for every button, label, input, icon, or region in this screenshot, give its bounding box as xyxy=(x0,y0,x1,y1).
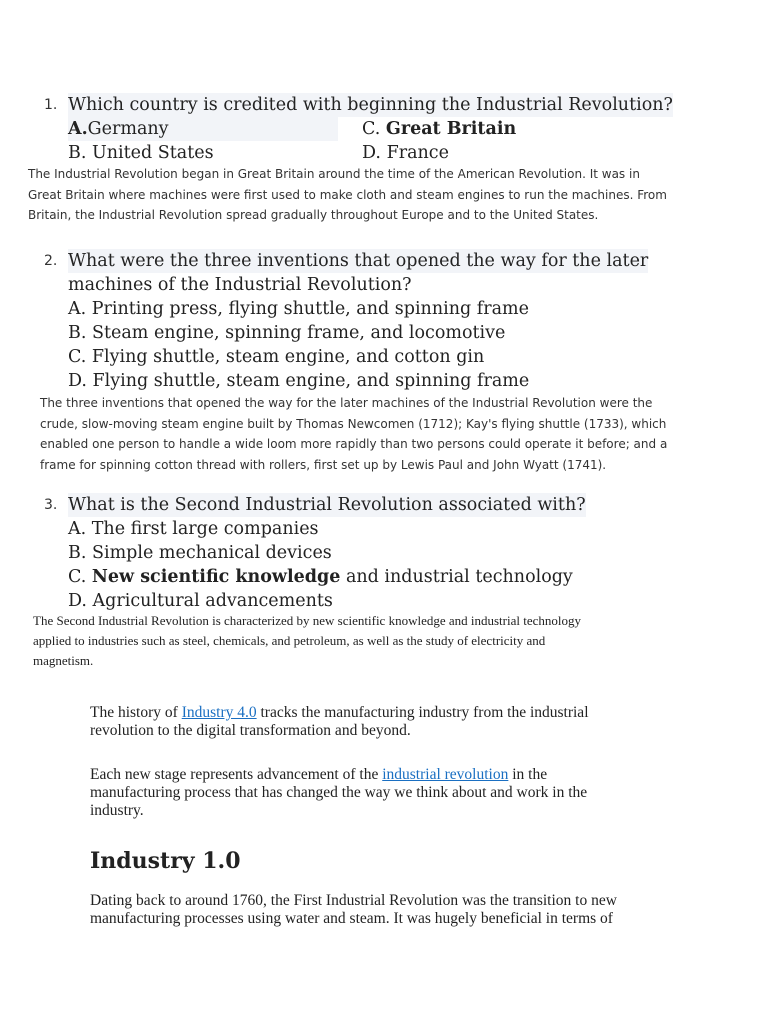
article xyxy=(90,704,690,740)
option-b: B. United States xyxy=(68,143,214,163)
explanation-line: Britain, the Industrial Revolution spread gradually throughout Europe and to the United States. xyxy=(28,208,599,222)
industrial-revolution-link[interactable]: industrial revolution xyxy=(382,766,509,783)
option-d: D. Agricultural advancements xyxy=(68,591,333,611)
option-c: C. New scientific knowledge and industrial technology xyxy=(68,567,573,587)
explanation-line: applied to industries such as steel, chemicals, and petroleum, as well as the study of electricity and xyxy=(33,633,546,648)
option-a: A.Germany xyxy=(68,117,338,141)
question-number: 3. xyxy=(44,497,58,513)
explanation-line: Great Britain where machines were first used to make cloth and steam engines to run the machines. From xyxy=(28,187,667,202)
explanation-line: The three inventions that opened the way for the later machines of the Industrial Revolution were the xyxy=(40,396,653,410)
option-c: C. Flying shuttle, steam engine, and cotton gin xyxy=(68,347,485,367)
option-a: A. Printing press, flying shuttle, and spinning frame xyxy=(68,299,529,319)
explanation-line: magnetism. xyxy=(33,653,94,668)
article-p2 xyxy=(90,766,690,820)
explanation-line: crude, slow-moving steam engine built by Thomas Newcomen (1712); Kay's flying shuttle (1733), which xyxy=(40,416,667,431)
question-2 xyxy=(44,249,684,393)
explanation-line: frame for spinning cotton thread with rollers, first set up by Lewis Paul and John Wyatt (1741). xyxy=(40,457,607,472)
section-heading: Industry 1.0 xyxy=(90,848,241,874)
industry-4-link[interactable]: Industry 4.0 xyxy=(181,704,257,721)
intro-paragraph: The history of Industry 4.0 tracks the manufacturing industry from the industrial revolution to the digital transformation and beyond. xyxy=(90,704,589,739)
explanation-line: enabled one person to handle a wide loom more rapidly than two persons could operate it before; and a xyxy=(40,437,668,451)
explanation-line: The Second Industrial Revolution is characterized by new scientific knowledge and industrial technology xyxy=(33,613,582,628)
question-1 xyxy=(44,93,684,165)
article-p3 xyxy=(90,892,690,928)
option-c: C. Great Britain xyxy=(362,119,517,139)
industry-1-paragraph: Dating back to around 1760, the First Industrial Revolution was the transition to new manufacturing processes using water and steam. It was hugely beneficial in terms of xyxy=(90,892,617,927)
question-text: What were the three inventions that opened the way for the later xyxy=(68,251,649,271)
question-number: 1. xyxy=(44,97,58,113)
stage-paragraph: Each new stage represents advancement of the industrial revolution in the manufacturing process that has changed the way we think about and work in the industry. xyxy=(90,766,588,819)
question-number: 2. xyxy=(44,253,58,269)
explanation-line: The Industrial Revolution began in Great Britain around the time of the American Revolution. It was in xyxy=(28,167,640,181)
option-b: B. Simple mechanical devices xyxy=(68,543,332,563)
explanation-2 xyxy=(40,393,667,475)
option-b: B. Steam engine, spinning frame, and locomotive xyxy=(68,323,506,343)
question-text: Which country is credited with beginning the Industrial Revolution? xyxy=(68,95,673,115)
explanation-3 xyxy=(33,611,581,671)
option-d: D. France xyxy=(362,143,449,163)
article-heading-block xyxy=(90,848,690,874)
option-a: A. The first large companies xyxy=(68,519,319,539)
question-text-cont: machines of the Industrial Revolution? xyxy=(68,275,412,295)
question-3 xyxy=(44,493,684,613)
explanation-1 xyxy=(28,164,667,226)
question-text: What is the Second Industrial Revolution associated with? xyxy=(68,495,586,515)
option-d: D. Flying shuttle, steam engine, and spinning frame xyxy=(68,371,530,391)
